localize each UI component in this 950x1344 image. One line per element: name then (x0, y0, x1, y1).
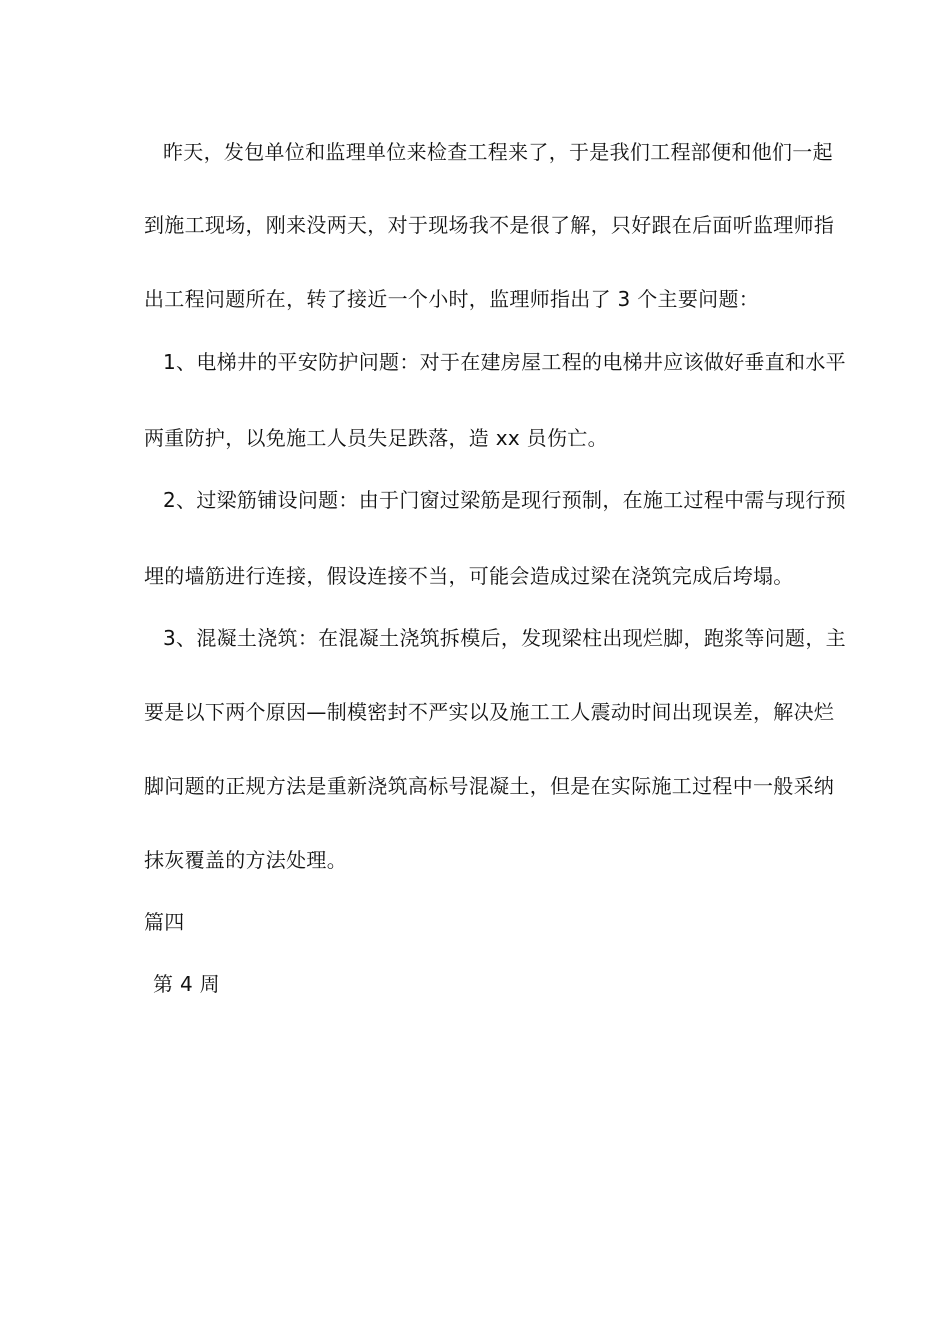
paragraph-1-line-3: 出工程问题所在，转了接近一个小时，监理师指出了 3 个主要问题： (144, 287, 760, 311)
paragraph-3-line-1: 2、过梁筋铺设问题：由于门窗过梁筋是现行预制，在施工过程中需与现行预 (163, 488, 846, 512)
section-heading: 篇四 (144, 910, 185, 934)
paragraph-4-line-1: 3、混凝土浇筑：在混凝土浇筑拆模后，发现梁柱出现烂脚，跑浆等问题，主 (163, 626, 846, 650)
paragraph-4-line-2: 要是以下两个原因—制模密封不严实以及施工工人震动时间出现误差，解决烂 (144, 700, 835, 724)
paragraph-4-line-3: 脚问题的正规方法是重新浇筑高标号混凝土，但是在实际施工过程中一般采纳 (144, 774, 835, 798)
paragraph-2-line-1: 1、电梯井的平安防护问题：对于在建房屋工程的电梯井应该做好垂直和水平 (163, 350, 846, 374)
paragraph-1-line-2: 到施工现场，刚来没两天，对于现场我不是很了解，只好跟在后面听监理师指 (144, 213, 835, 237)
paragraph-2-line-2: 两重防护，以免施工人员失足跌落，造 xx 员伤亡。 (144, 426, 608, 450)
paragraph-4-line-4: 抹灰覆盖的方法处理。 (144, 848, 347, 872)
week-label: 第 4 周 (153, 972, 220, 996)
paragraph-1-line-1: 昨天，发包单位和监理单位来检查工程来了，于是我们工程部便和他们一起 (163, 140, 833, 164)
paragraph-3-line-2: 埋的墙筋进行连接，假设连接不当，可能会造成过梁在浇筑完成后垮塌。 (144, 564, 794, 588)
